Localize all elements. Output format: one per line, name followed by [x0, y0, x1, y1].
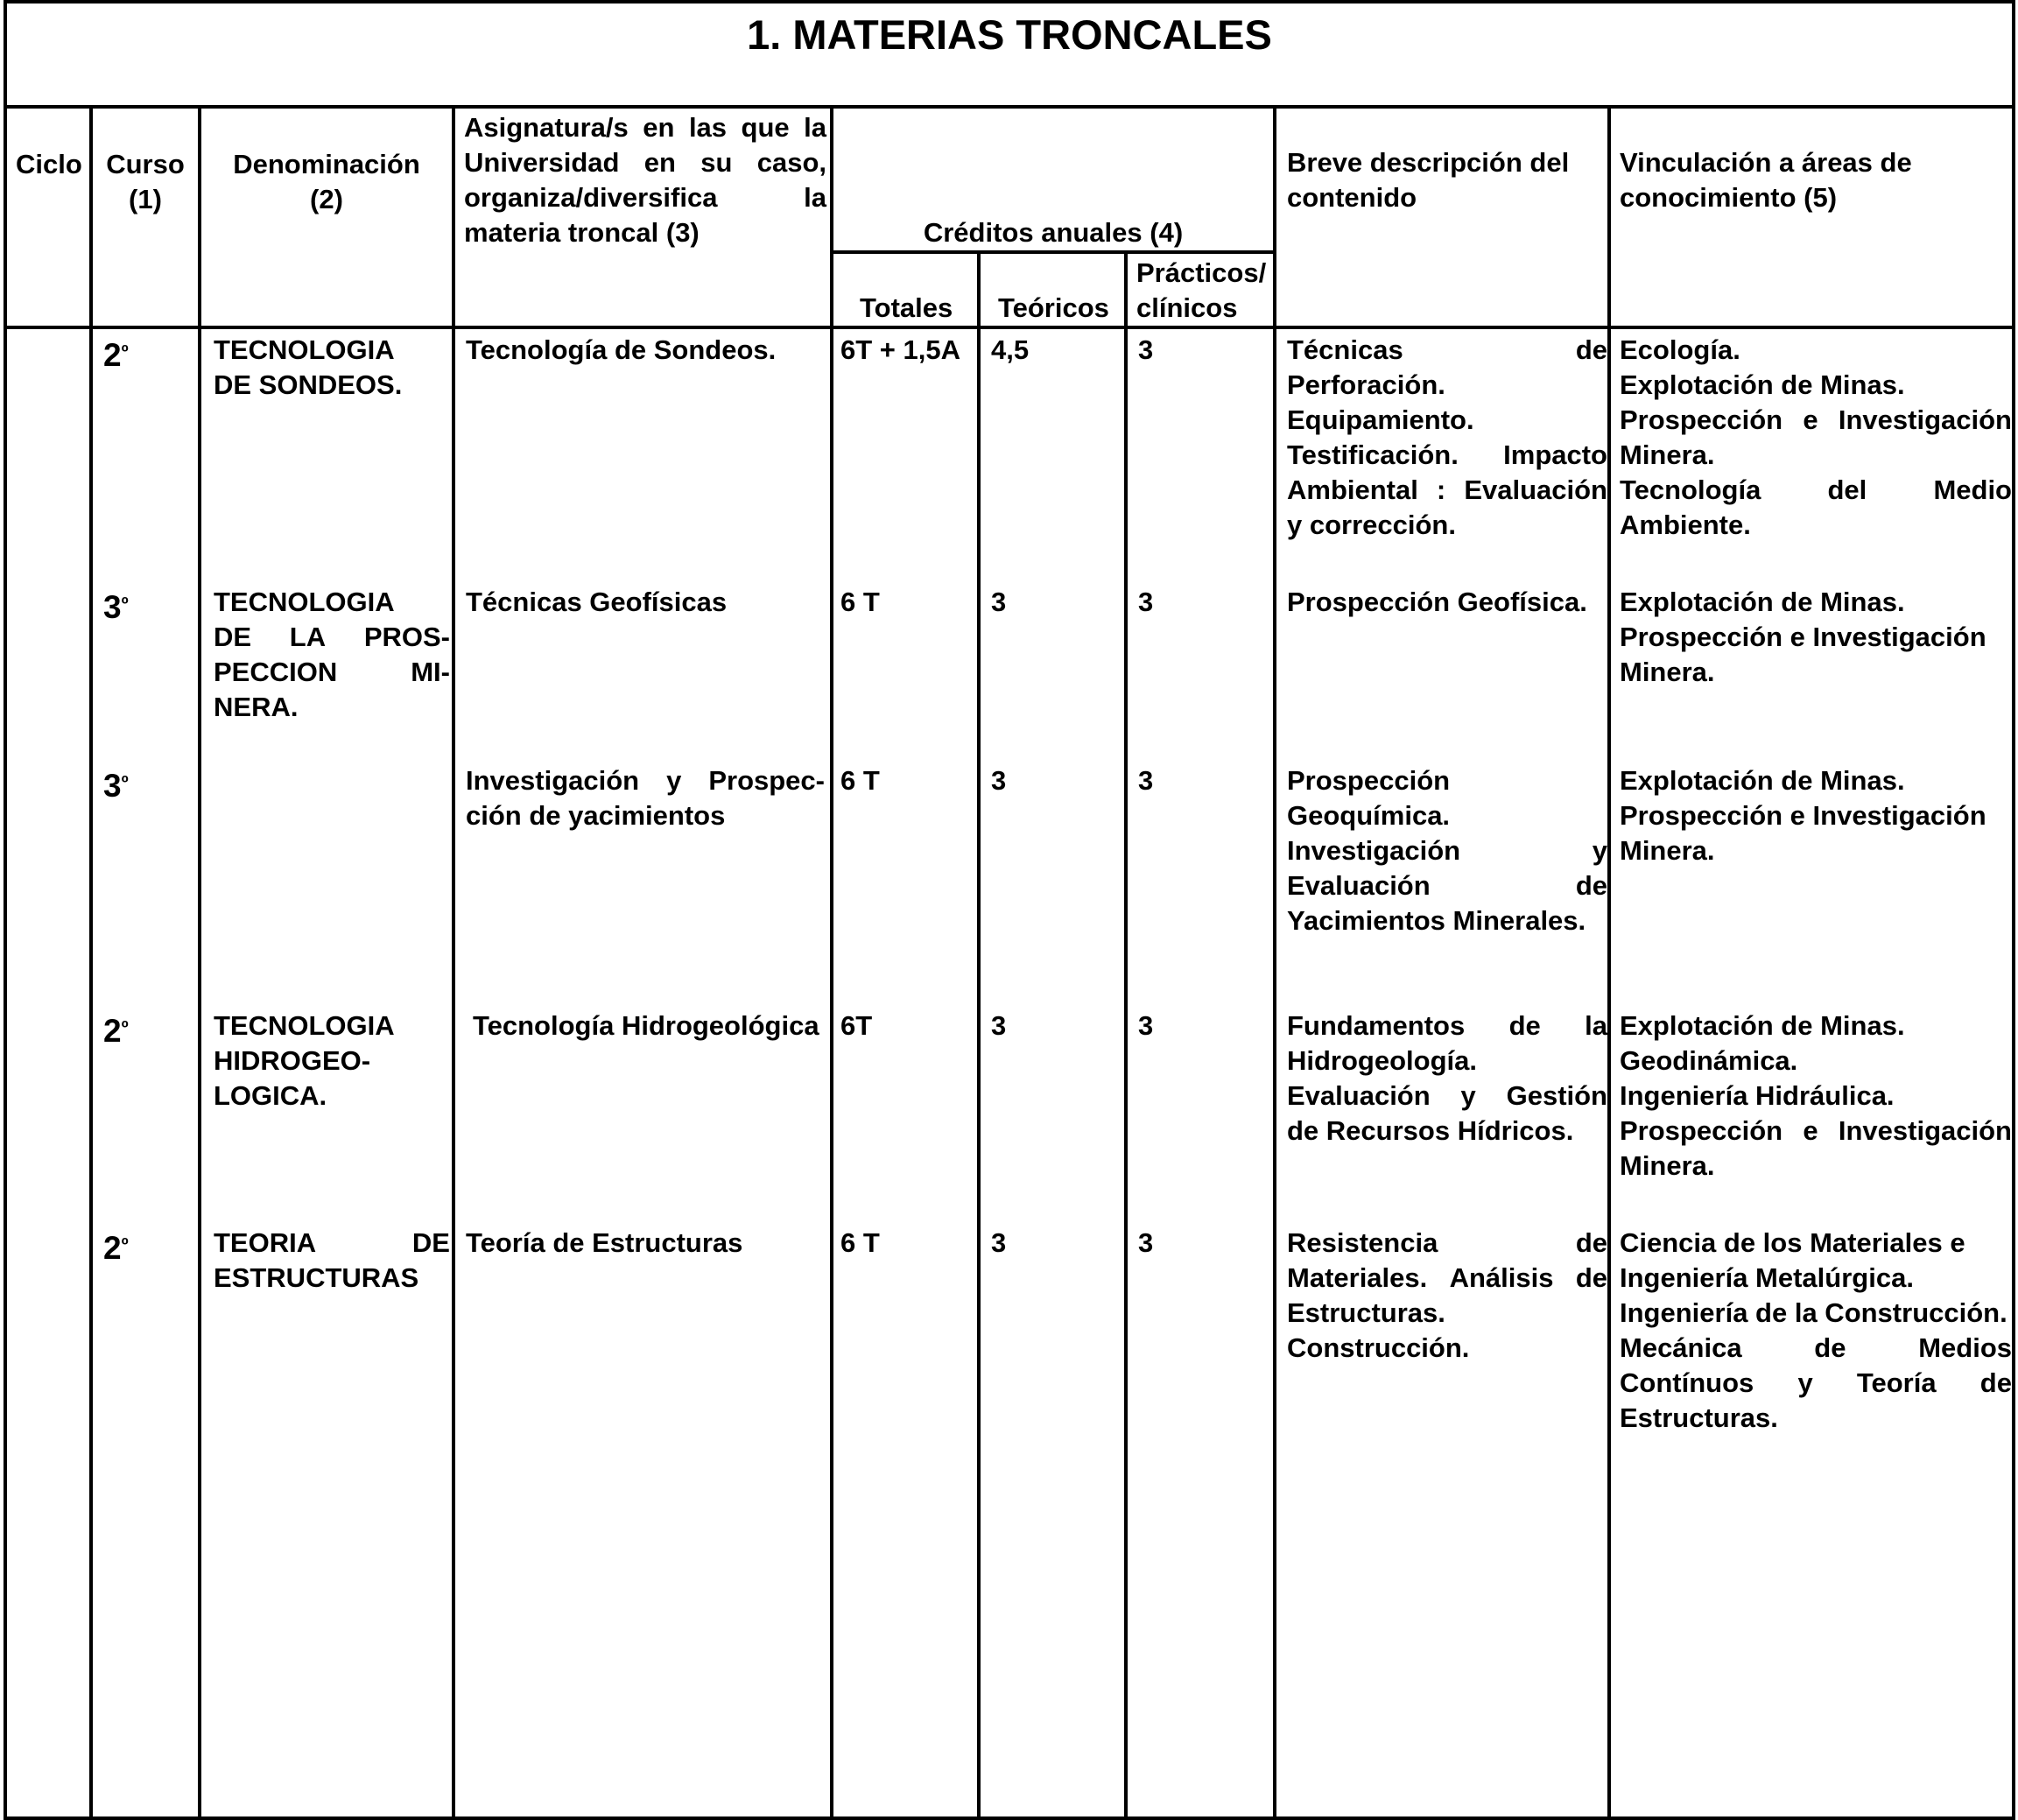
descripcion-cell: Técnicas de Perforación. Equipamiento. Testificación. Impacto Ambiental : Evaluación y corrección.	[1287, 334, 1607, 540]
header-ciclo: Ciclo	[16, 149, 82, 179]
curso-cell: $3^º$	[103, 589, 129, 625]
totales-cell: 6 T	[840, 1227, 880, 1258]
header-creditos: Créditos anuales (4)	[923, 217, 1184, 248]
teoricos-cell: 3	[991, 1227, 1007, 1258]
asignatura-cell: Investigación y Prospec- ción de yacimientos	[466, 765, 825, 831]
vinculacion-cell: Explotación de Minas. Prospección e Investigación Minera.	[1620, 587, 1986, 687]
col-rule	[198, 105, 201, 1820]
teoricos-cell: 3	[991, 1010, 1007, 1041]
asignatura-cell: Teoría de Estructuras	[466, 1227, 743, 1258]
teoricos-cell: 3	[991, 587, 1007, 617]
header-asignaturas: Asignatura/s en las que la Universidad en su caso, organiza/diversifica la materia troncal (3)	[464, 112, 826, 248]
totales-cell: 6T	[840, 1010, 873, 1041]
teoricos-cell: 4,5	[991, 334, 1030, 365]
header-bottom-rule	[4, 326, 2015, 329]
col-rule	[1607, 105, 1611, 1820]
col-rule	[89, 105, 93, 1820]
teoricos-cell: 3	[991, 765, 1007, 796]
practicos-cell: 3	[1138, 1227, 1154, 1258]
vinculacion-cell: Ciencia de los Materiales e Ingeniería Metalúrgica. Ingeniería de la Construcción. Mecánica de Medios Contínuos y Teoría de Estructuras.	[1620, 1227, 2012, 1433]
practicos-cell: 3	[1138, 1010, 1154, 1041]
col-rule	[1124, 250, 1128, 1820]
vinculacion-cell: Ecología. Explotación de Minas. Prospección e Investigación Minera. Tecnología del Medio Ambiente.	[1620, 334, 2012, 540]
practicos-cell: 3	[1138, 334, 1154, 365]
col-rule	[977, 250, 981, 1820]
curso-cell: $2^º$	[103, 1013, 129, 1049]
header-vinculacion: Vinculación a áreas de conocimiento (5)	[1620, 147, 1912, 213]
header-curso: Curso (1)	[106, 149, 185, 214]
curso-cell: $2^º$	[103, 1230, 129, 1266]
header-descripcion: Breve descripción del contenido	[1287, 147, 1570, 213]
descripcion-cell: Fundamentos de la Hidrogeología. Evaluación y Gestión de Recursos Hídricos.	[1287, 1010, 1607, 1146]
document-sheet	[4, 0, 2015, 1820]
header-denominacion: Denominación (2)	[233, 149, 420, 214]
col-rule	[830, 105, 833, 1820]
descripcion-cell: Resistencia de Materiales. Análisis de Estructuras. Construcción.	[1287, 1227, 1607, 1363]
denominacion-cell: TECNOLOGIA DE LA PROS- PECCION MI- NERA.	[214, 587, 450, 722]
denominacion-cell: TECNOLOGIA DE SONDEOS.	[214, 334, 403, 400]
header-totales: Totales	[860, 292, 953, 323]
page-title: 1. MATERIAS TRONCALES	[747, 11, 1272, 58]
practicos-cell: 3	[1138, 765, 1154, 796]
asignatura-cell: Técnicas Geofísicas	[466, 587, 728, 617]
descripcion-cell: Prospección Geofísica.	[1287, 587, 1587, 617]
header-practicos: Prácticos/ clínicos	[1136, 257, 1267, 323]
denominacion-cell: TECNOLOGIA HIDROGEO- LOGICA.	[214, 1010, 395, 1111]
asignatura-cell: Tecnología Hidrogeológica	[473, 1010, 819, 1041]
col-rule	[452, 105, 455, 1820]
totales-cell: 6T + 1,5A	[840, 334, 960, 365]
denominacion-cell: TEORIA DE ESTRUCTURAS	[214, 1227, 450, 1293]
asignatura-cell: Tecnología de Sondeos.	[466, 334, 777, 365]
credits-rule	[830, 250, 1276, 254]
curso-cell: $3^º$	[103, 768, 129, 804]
practicos-cell: 3	[1138, 587, 1154, 617]
totales-cell: 6 T	[840, 587, 880, 617]
totales-cell: 6 T	[840, 765, 880, 796]
header-teoricos: Teóricos	[998, 292, 1109, 323]
curso-cell: $2^º$	[103, 337, 129, 373]
descripcion-cell: Prospección Geoquímica. Investigación y Evaluación de Yacimientos Minerales.	[1287, 765, 1607, 936]
vinculacion-cell: Explotación de Minas. Prospección e Investigación Minera.	[1620, 765, 1986, 866]
col-rule	[1273, 105, 1276, 1820]
vinculacion-cell: Explotación de Minas. Geodinámica. Ingeniería Hidráulica. Prospección e Investigación Minera.	[1620, 1010, 2012, 1181]
